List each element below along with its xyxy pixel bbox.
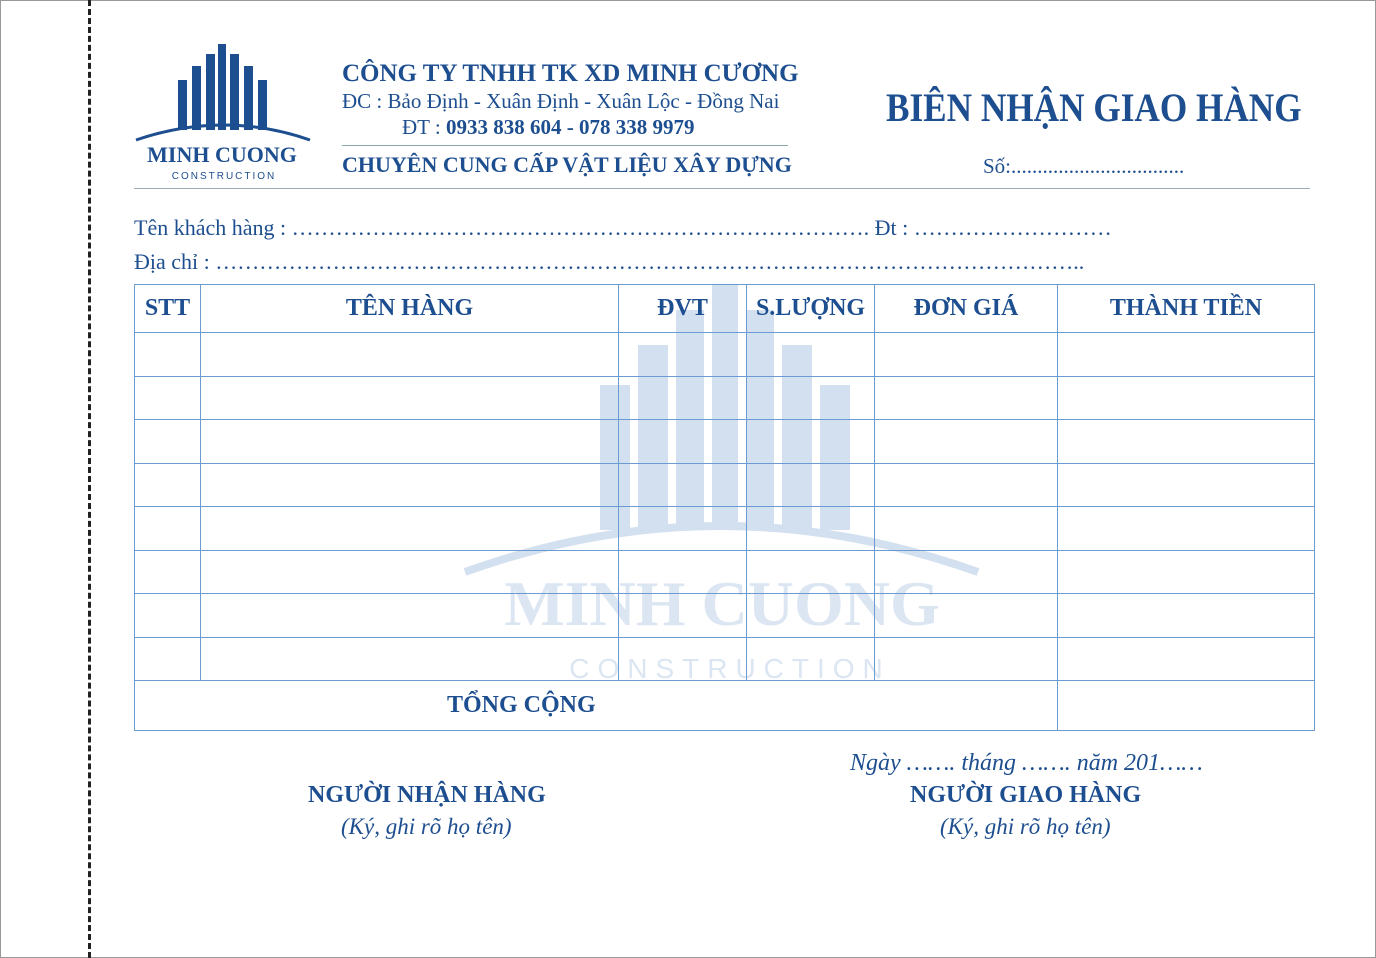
cell[interactable]	[747, 420, 875, 464]
date-line: Ngày ……. tháng ……. năm 201……	[850, 750, 1203, 776]
receiver-label: NGƯỜI NHẬN HÀNG	[308, 782, 546, 808]
svg-text:CONSTRUCTION: CONSTRUCTION	[569, 653, 891, 680]
cell[interactable]	[1058, 550, 1315, 594]
table-row	[135, 376, 1315, 420]
col-item-name: TÊN HÀNG	[201, 285, 619, 333]
divider	[342, 145, 788, 146]
svg-text:CONSTRUCTION: CONSTRUCTION	[171, 171, 277, 182]
address-field[interactable]: Địa chỉ : ………………………………………………………………………………………………………..	[134, 249, 1085, 274]
total-row	[135, 681, 1315, 731]
total-amount-cell[interactable]	[1058, 681, 1315, 731]
cell[interactable]	[201, 420, 619, 464]
perforation-line	[88, 0, 91, 958]
company-phone	[402, 115, 694, 140]
cell[interactable]	[1058, 376, 1315, 420]
cell[interactable]	[747, 594, 875, 638]
cell[interactable]	[135, 463, 201, 507]
deliverer-note: (Ký, ghi rõ họ tên)	[940, 814, 1111, 839]
cell[interactable]	[619, 507, 747, 551]
col-stt: STT	[135, 285, 201, 333]
table-row	[135, 420, 1315, 464]
header-divider	[134, 188, 1310, 189]
cell[interactable]	[747, 507, 875, 551]
col-quantity: S.LƯỢNG	[747, 285, 875, 333]
table-row	[135, 637, 1315, 681]
table-row	[135, 463, 1315, 507]
cell[interactable]	[1058, 637, 1315, 681]
cell[interactable]	[201, 333, 619, 377]
receiver-note: (Ký, ghi rõ họ tên)	[341, 814, 512, 839]
cell[interactable]	[201, 507, 619, 551]
cell[interactable]	[135, 420, 201, 464]
cell[interactable]	[201, 463, 619, 507]
cell[interactable]	[875, 463, 1058, 507]
cell[interactable]	[875, 550, 1058, 594]
cell[interactable]	[747, 376, 875, 420]
company-name: CÔNG TY TNHH TK XD MINH CƯƠNG	[342, 60, 799, 87]
col-unit: ĐVT	[619, 285, 747, 333]
cell[interactable]	[875, 637, 1058, 681]
cell[interactable]	[201, 594, 619, 638]
cell[interactable]	[135, 550, 201, 594]
table-row	[135, 550, 1315, 594]
col-unit-price: ĐƠN GIÁ	[875, 285, 1058, 333]
col-amount: THÀNH TIỀN	[1058, 285, 1315, 333]
document-number: Số:.................................	[983, 154, 1185, 178]
cell[interactable]	[875, 594, 1058, 638]
svg-text:MINH CUONG: MINH CUONG	[504, 568, 940, 639]
document-title: BIÊN NHẬN GIAO HÀNG	[886, 85, 1302, 130]
cell[interactable]	[619, 550, 747, 594]
cell[interactable]	[875, 333, 1058, 377]
cell[interactable]	[201, 376, 619, 420]
cell[interactable]	[135, 507, 201, 551]
table-header-row	[135, 285, 1315, 333]
cell[interactable]	[135, 376, 201, 420]
phone-number: 0933 838 604 - 078 338 9979	[445, 115, 695, 139]
logo-text: MINH CUONG	[147, 142, 297, 167]
deliverer-label: NGƯỜI GIAO HÀNG	[910, 782, 1142, 808]
cell[interactable]	[135, 333, 201, 377]
cell[interactable]	[619, 637, 747, 681]
cell[interactable]	[619, 333, 747, 377]
cell[interactable]	[875, 420, 1058, 464]
cell[interactable]	[1058, 333, 1315, 377]
table-row	[135, 333, 1315, 377]
total-label: TỔNG CỘNG	[135, 681, 1058, 731]
cell[interactable]	[747, 637, 875, 681]
customer-field[interactable]: Tên khách hàng : ……………………………………………………………………. Đt : ………………………	[134, 215, 1112, 240]
cell[interactable]	[1058, 463, 1315, 507]
cell[interactable]	[1058, 594, 1315, 638]
cell[interactable]	[747, 550, 875, 594]
cell[interactable]	[201, 637, 619, 681]
cell[interactable]	[747, 463, 875, 507]
table-row	[135, 594, 1315, 638]
cell[interactable]	[619, 376, 747, 420]
phone-label: ĐT :	[402, 115, 441, 139]
cell[interactable]	[135, 637, 201, 681]
cell[interactable]	[875, 376, 1058, 420]
company-address: ĐC : Bảo Định - Xuân Định - Xuân Lộc - Đồng Nai	[342, 89, 780, 113]
cell[interactable]	[1058, 420, 1315, 464]
cell[interactable]	[201, 550, 619, 594]
cell[interactable]	[135, 594, 201, 638]
items-table	[134, 284, 1315, 731]
company-tagline: CHUYÊN CUNG CẤP VẬT LIỆU XÂY DỰNG	[342, 152, 792, 177]
cell[interactable]	[875, 507, 1058, 551]
cell[interactable]	[747, 333, 875, 377]
table-row	[135, 507, 1315, 551]
cell[interactable]	[619, 463, 747, 507]
cell[interactable]	[619, 420, 747, 464]
cell[interactable]	[1058, 507, 1315, 551]
cell[interactable]	[619, 594, 747, 638]
company-logo	[134, 42, 312, 182]
